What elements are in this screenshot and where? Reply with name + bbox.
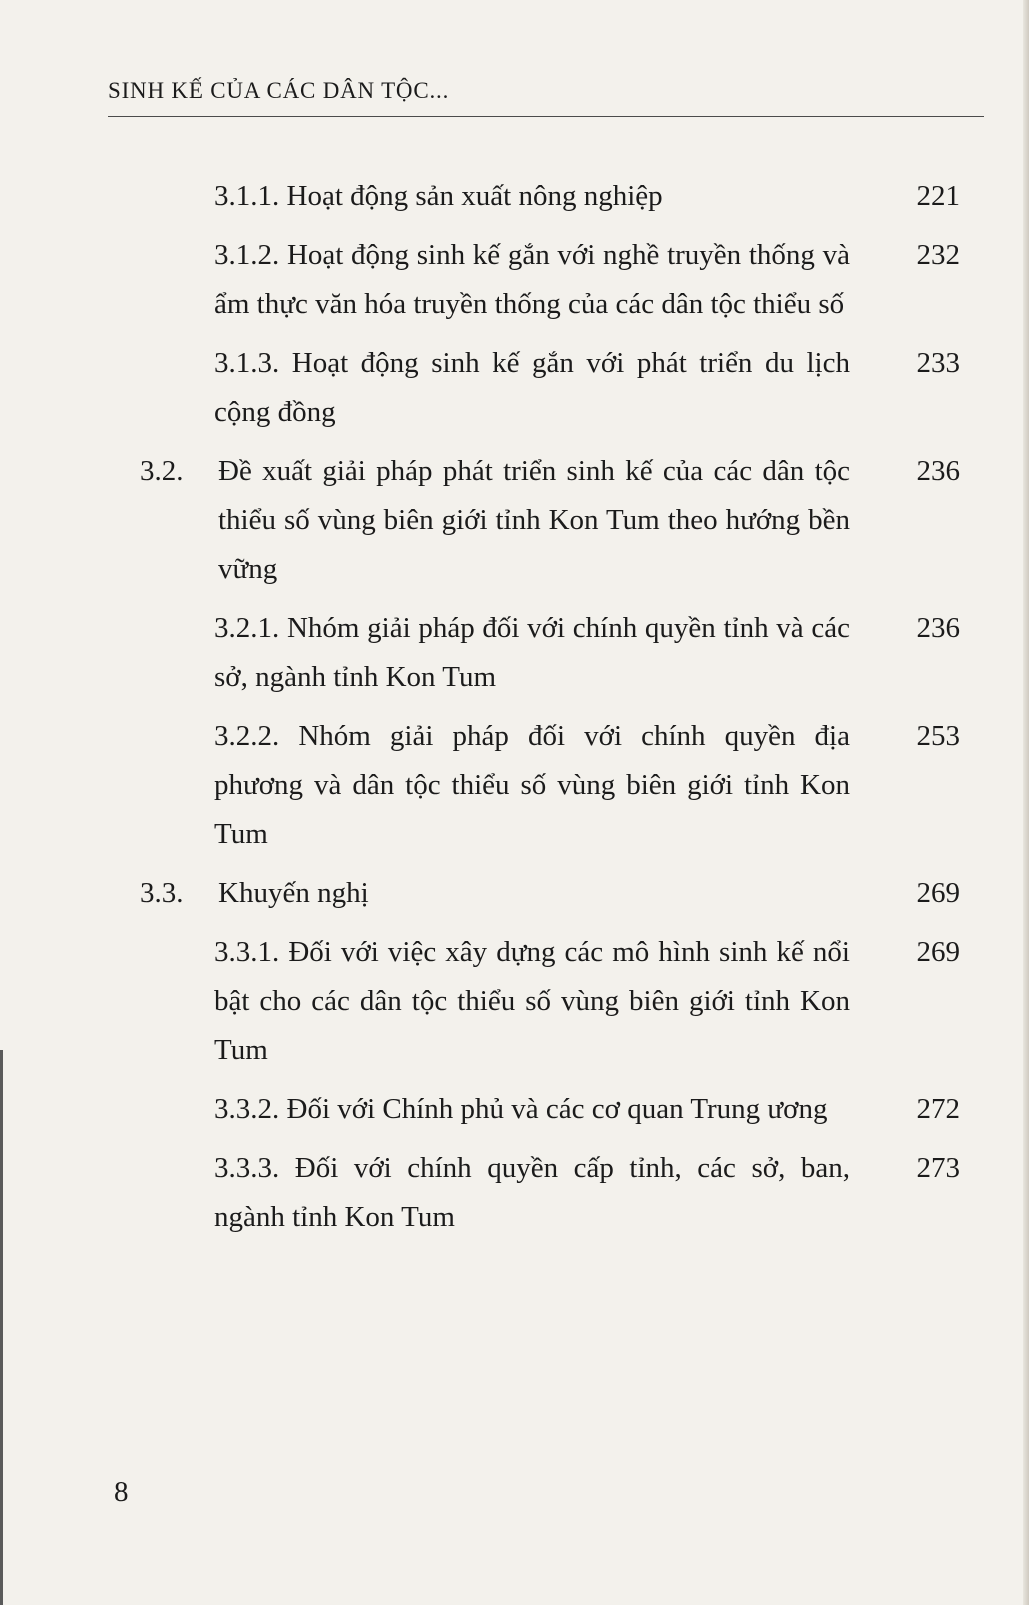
toc-entry-page: 232 bbox=[916, 239, 960, 271]
page-edge-shadow bbox=[1023, 0, 1029, 1605]
toc-entry bbox=[0, 231, 1029, 329]
toc-section-entry bbox=[0, 447, 1029, 594]
toc-entry bbox=[0, 712, 1029, 859]
toc-entry-text: 3.2.1. Nhóm giải pháp đối với chính quyền tỉnh và các sở, ngành tỉnh Kon Tum bbox=[214, 612, 850, 693]
toc-entry-page: 253 bbox=[916, 720, 960, 752]
toc-entry-page: 236 bbox=[916, 612, 960, 644]
toc-entry bbox=[0, 172, 1029, 221]
page-number: 8 bbox=[114, 1476, 129, 1508]
header-divider bbox=[108, 116, 984, 117]
toc-entry-page: 221 bbox=[916, 180, 960, 212]
toc-entry-page: 236 bbox=[916, 455, 960, 487]
toc-entry bbox=[0, 339, 1029, 437]
binding-edge bbox=[0, 1050, 3, 1605]
toc-entry bbox=[0, 1085, 1029, 1134]
toc-entry-page: 233 bbox=[916, 347, 960, 379]
toc-section-number: 3.2. bbox=[140, 455, 184, 487]
toc-entry bbox=[0, 1144, 1029, 1242]
table-of-contents bbox=[0, 172, 1029, 1242]
toc-entry-page: 273 bbox=[916, 1152, 960, 1184]
toc-entry bbox=[0, 604, 1029, 702]
running-header-title: SINH KẾ CỦA CÁC DÂN TỘC... bbox=[108, 78, 450, 103]
toc-entry-text: Đề xuất giải pháp phát triển sinh kế của các dân tộc thiểu số vùng biên giới tỉnh Kon Tum theo hướng bền vững bbox=[218, 455, 850, 585]
toc-entry-text: 3.1.1. Hoạt động sản xuất nông nghiệp bbox=[214, 180, 663, 212]
toc-entry-text: 3.2.2. Nhóm giải pháp đối với chính quyền địa phương và dân tộc thiểu số vùng biên giới tỉnh Kon Tum bbox=[214, 720, 850, 850]
toc-entry-text: Khuyến nghị bbox=[218, 877, 369, 909]
toc-entry-text: 3.3.1. Đối với việc xây dựng các mô hình sinh kế nổi bật cho các dân tộc thiểu số vùng biên giới tỉnh Kon Tum bbox=[214, 936, 850, 1066]
toc-entry bbox=[0, 928, 1029, 1075]
toc-section-number: 3.3. bbox=[140, 877, 184, 909]
toc-entry-text: 3.1.3. Hoạt động sinh kế gắn với phát triển du lịch cộng đồng bbox=[214, 347, 850, 428]
toc-entry-page: 272 bbox=[916, 1093, 960, 1125]
toc-section-entry bbox=[0, 869, 1029, 918]
toc-entry-text: 3.3.2. Đối với Chính phủ và các cơ quan Trung ương bbox=[214, 1093, 828, 1125]
toc-entry-page: 269 bbox=[916, 877, 960, 909]
toc-entry-text: 3.3.3. Đối với chính quyền cấp tỉnh, các sở, ban, ngành tỉnh Kon Tum bbox=[214, 1152, 850, 1233]
toc-entry-text: 3.1.2. Hoạt động sinh kế gắn với nghề truyền thống và ẩm thực văn hóa truyền thống của các dân tộc thiểu số bbox=[214, 239, 850, 320]
toc-entry-page: 269 bbox=[916, 936, 960, 968]
